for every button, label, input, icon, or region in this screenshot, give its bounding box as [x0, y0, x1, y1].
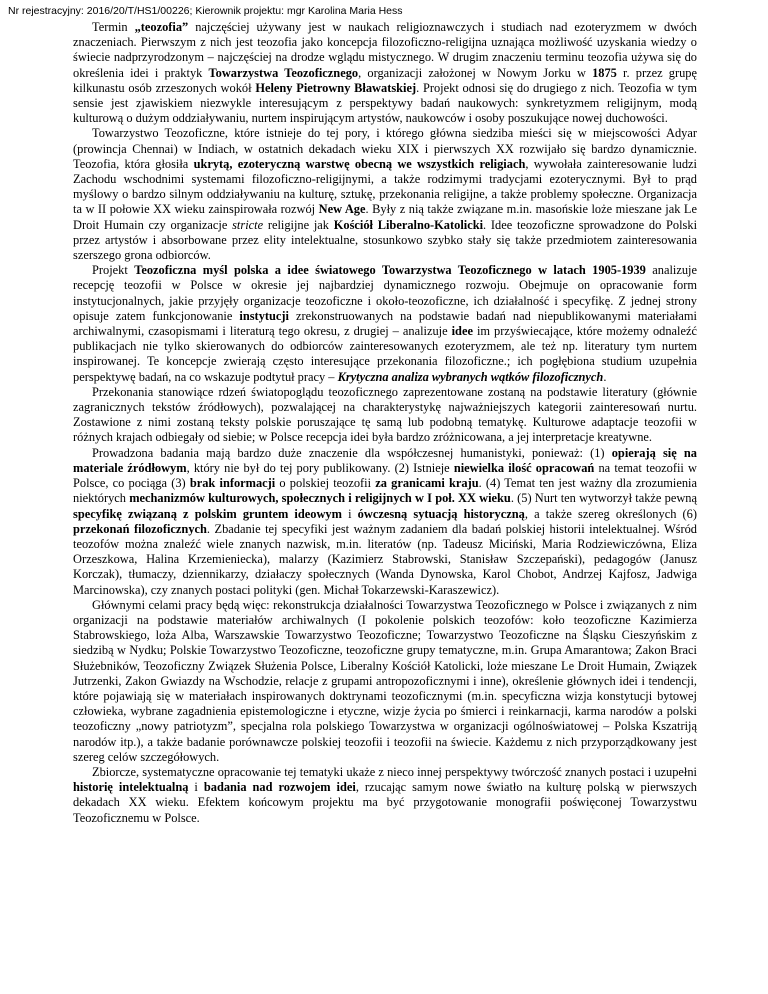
text-run: , rzucając samym nowe światło na kulturę polską w pierwszych dekadach XX wieku. Efektem końcowym projektu ma być przygotowanie monografii poświęconej Towarzystwu Teozoficznemu w Polsce.	[73, 780, 697, 825]
paragraph-4	[73, 385, 697, 446]
bold-text-run: Teozoficzna myśl polska a idee światowego Towarzystwa Teozoficznego w latach 1905-1939	[134, 263, 646, 278]
bold-text-run: badania nad rozwojem idei	[203, 780, 356, 795]
text-run: . Były z nią także związane m.in. masońskie loże mieszane jak Le Droit Humain czy organizacje	[73, 202, 697, 232]
bold-text-run: instytucji	[239, 308, 289, 323]
text-run: , a także szereg określonych (6)	[524, 506, 697, 521]
bold-text-run: Krytyczna analiza wybranych wątków filozoficznych	[337, 369, 604, 384]
text-run: na temat teozofii w Polsce, co pociąga (3)	[73, 460, 697, 491]
bold-text-run: opierają się na materiale źródłowym	[73, 445, 697, 475]
text-run: Zbiorcze, systematyczne opracowanie tej tematyki ukaże z nieco innej perspektywy twórczość znanych postaci i uzupełni	[92, 764, 697, 779]
text-run: r. przez grupę kilkunastu osób zrzeszonych wokół	[73, 65, 697, 95]
page-header: Nr rejestracyjny: 2016/20/T/HS1/00226; Kierownik projektu: mgr Karolina Maria Hess	[8, 5, 403, 17]
paragraph-1	[73, 20, 697, 126]
text-run: . Idee teozoficzne sprowadzone do Polski przez artystów i absorbowane przez elity intelektualne, stosunkowo szybko stały się także przedmiotem zainteresowania szerszego grona odbiorców.	[73, 217, 698, 263]
document-body	[73, 20, 697, 826]
text-run: najczęściej używany jest w naukach religioznawczych i studiach nad ezoteryzmem w dwóch znaczeniach. Pierwszym z nich jest teozofia jako koncepcja filozoficzno-religijna uznająca możliwość uzyskania wiedzy o świecie nadprzyrodzonym – najczęściej na drodze wglądu mistycznego. W drugim znaczeniu terminu teozofia używa się do określenia idei i praktyk	[73, 20, 697, 80]
text-run: . Zbadanie tej specyfiki jest ważnym zadaniem dla badań polskiej historii intelektualnej. Wśród teozofów można znaleźć wiele znanych nazwisk, m.in. literatów (np. Tadeusz Miciński, Maria Rodziewiczówna, Eliza Orzeszkowa, Halina Krzemieniecka), malarzy (Kazimierz Stabrowski, Stanisław Szczepański), pedagogów (Janusz Korczak), tłumaczy, dziennikarzy, działaczy społecznych (Wanda Dynowska, Karol Chobot, Andrzej Kajfosz, Jadwiga Marcinowska), czy znanych postaci polityki (gen. Michał Tokarzewski-Karaszewicz).	[73, 521, 697, 597]
paragraph-2	[73, 126, 697, 263]
text-run: analizuje recepcję teozofii w Polsce w okresie jej najbardziej dynamicznego rozwoju. Obejmuje on opracowanie form instytucjonalnych, jakie przyjęły organizacje teozoficzne i około-teozoficzne, ich działalność i specyfikę. Z jednej strony opisuje zatem funkcjonowanie	[73, 263, 697, 323]
text-run: . (4) Temat ten jest ważny dla zrozumienia niektórych	[73, 476, 697, 506]
bold-text-run: historię intelektualną	[73, 780, 189, 795]
italic-text-run: stricte	[232, 217, 264, 232]
bold-text-run: brak informacji	[189, 476, 276, 491]
bold-text-run: New Age	[318, 202, 366, 217]
text-run: Prowadzona badania mają bardzo duże znaczenie dla współczesnej humanistyki, ponieważ: (1)	[92, 445, 612, 460]
paragraph-7	[73, 765, 697, 826]
paragraph-5	[73, 446, 697, 598]
bold-text-run: ówczesną sytuacją historyczną	[357, 506, 525, 521]
bold-text-run: 1875	[592, 65, 617, 80]
bold-text-run: ukrytą, ezoteryczną warstwę obecną we wszystkich religiach	[193, 156, 526, 171]
text-run: Termin	[92, 20, 135, 34]
text-run: , organizacji założonej w Nowym Jorku w	[358, 65, 593, 80]
text-run: .	[603, 369, 607, 384]
bold-text-run: mechanizmów kulturowych, społecznych i religijnych w I poł. XX wieku	[129, 491, 511, 506]
text-run: , który nie był do tej pory publikowany. (2) Istnieje	[186, 460, 454, 475]
text-run: religijne jak	[263, 217, 334, 232]
bold-text-run: niewielka ilość opracowań	[453, 460, 595, 475]
bold-text-run: „teozofia”	[134, 20, 189, 34]
bold-text-run: za granicami kraju	[375, 476, 479, 491]
paragraph-6	[73, 598, 697, 765]
text-run: im przyświecające, które możemy odnaleźć publikacjach nie tylko skierowanych do odbiorców zainteresowanych ezoteryzmem, ale też np. literatury tym nurtem inspirowanej. Te koncepcje zwierają często interesujące przekonania filozoficzne.; ich pogłębiona studium uzupełnia perspektywę badań, na co wskazuje podtytuł pracy –	[73, 324, 697, 384]
text-run: zrekonstruowanych na podstawie badań nad niepublikowanymi materiałami archiwalnymi, czasopismami i literaturą tego okresu, z drugiej – analizuje	[73, 308, 697, 339]
text-run: Projekt	[92, 263, 135, 278]
text-run: Towarzystwo Teozoficzne, które istnieje do tej pory, i którego główna siedziba mieści się w miejscowości Adyar (prowincja Chennai) w Indiach, w ostatnich dekadach wieku XIX i pierwszych XX rozwijało się bardzo dynamicznie. Teozofia, która głosiła	[73, 126, 697, 171]
bold-text-run: Towarzystwa Teozoficznego	[208, 65, 359, 80]
text-run: , wywołała zainteresowanie ludzi Zachodu wschodnimi systemami filozoficzno-religijnymi, a także rodzimymi tradycjami ezoterycznymi. Był to prąd myślowy o bardzo silnym oddziaływaniu na kulturę, sztukę, przekonania religijne, a także problemy społeczne. Organizacja ta w II połowie XX wieku zainspirowała rozwój	[73, 156, 697, 217]
text-run: i	[341, 506, 358, 521]
text-run: . (5) Nurt ten wytworzył także pewną	[510, 491, 697, 506]
text-run: o polskiej teozofii	[275, 476, 376, 491]
bold-text-run: specyfikę związaną z polskim gruntem ideowym	[73, 506, 342, 521]
text-run: . Projekt odnosi się do drugiego z nich. Teozofia w tym sensie jest zjawiskiem niezwykle interesującym z perspektywy badań naukowych: synkretyzmem religijnym, modą kulturową o dużym oddziaływaniu, nurtem inspirującym artystów, naukowców i osoby poszukujące nowej duchowości.	[73, 80, 697, 126]
text-run: Głównymi celami pracy będą więc: rekonstrukcja działalności Towarzystwa Teozoficznego w Polsce i związanych z nim organizacji na podstawie materiałów archiwalnych (I pokolenie polskich teozofów: koło teozoficzne Kazimierza Stabrowskiego, loża Alba, Warszawskie Towarzystwo Teozoficzne; Towarzystwo Teozoficzne na Śląsku Cieszyńskim z siedzibą w Nydku; Polskie Towarzystwo Teozoficzne, teozoficzne grupy tematyczne, m.in. Grupa Amarantowa; Zakon Braci Służebników, Teozoficzny Związek Służenia Polsce, Liberalny Kościół Katolicki, loże mieszane Le Droit Humain, Związek Jutrzenki, Zakon Gwiazdy na Wschodzie, relacje z grupami antropozoficznymi i inne), określenie głównych idei i tendencji, które pojawiają się w materiałach inspirowanych doktrynami teozoficznymi (m.in. specyficzna wizja konstytucji bytowej człowieka, wybrane zagadnienia epistemologiczne i etyczne, wizje życia po śmierci i reinkarnacji, karma narodów a polski teozoficzny „nowy patriotyzm”, specjalna rola polskiego Towarzystwa w organizacji ogólnoświatowej – Polska Kszatriją narodów itp.), a także badanie porównawcze polskiej teozofii i teozofii na świecie. Każdemu z nich przyporządkowany jest szereg celów szczegółowych.	[73, 597, 697, 764]
paragraph-3	[73, 263, 697, 385]
text-run: Przekonania stanowiące rdzeń światopoglądu teozoficznego zaprezentowane zostaną na podstawie literatury (głównie zagranicznych tekstów źródłowych), pozwalającej na charakterystykę najważniejszych kategorii zainteresowań nurtu. Zostawione z nimi zostaną teksty polskie poruszające tę samą lub podobną tematykę. Kulturowe adaptacje teozofii w różnych krajach odbiegały od siebie; w Polsce recepcja idei była bardzo zróżnicowana, a jej interpretacje kreatywne.	[73, 384, 697, 445]
text-run: i	[188, 780, 204, 795]
bold-text-run: przekonań filozoficznych	[73, 521, 207, 536]
bold-text-run: Heleny Pietrowny Bławatskiej	[255, 80, 417, 95]
bold-text-run: Kościół Liberalno-Katolicki	[333, 217, 484, 232]
bold-text-run: idee	[451, 324, 473, 339]
